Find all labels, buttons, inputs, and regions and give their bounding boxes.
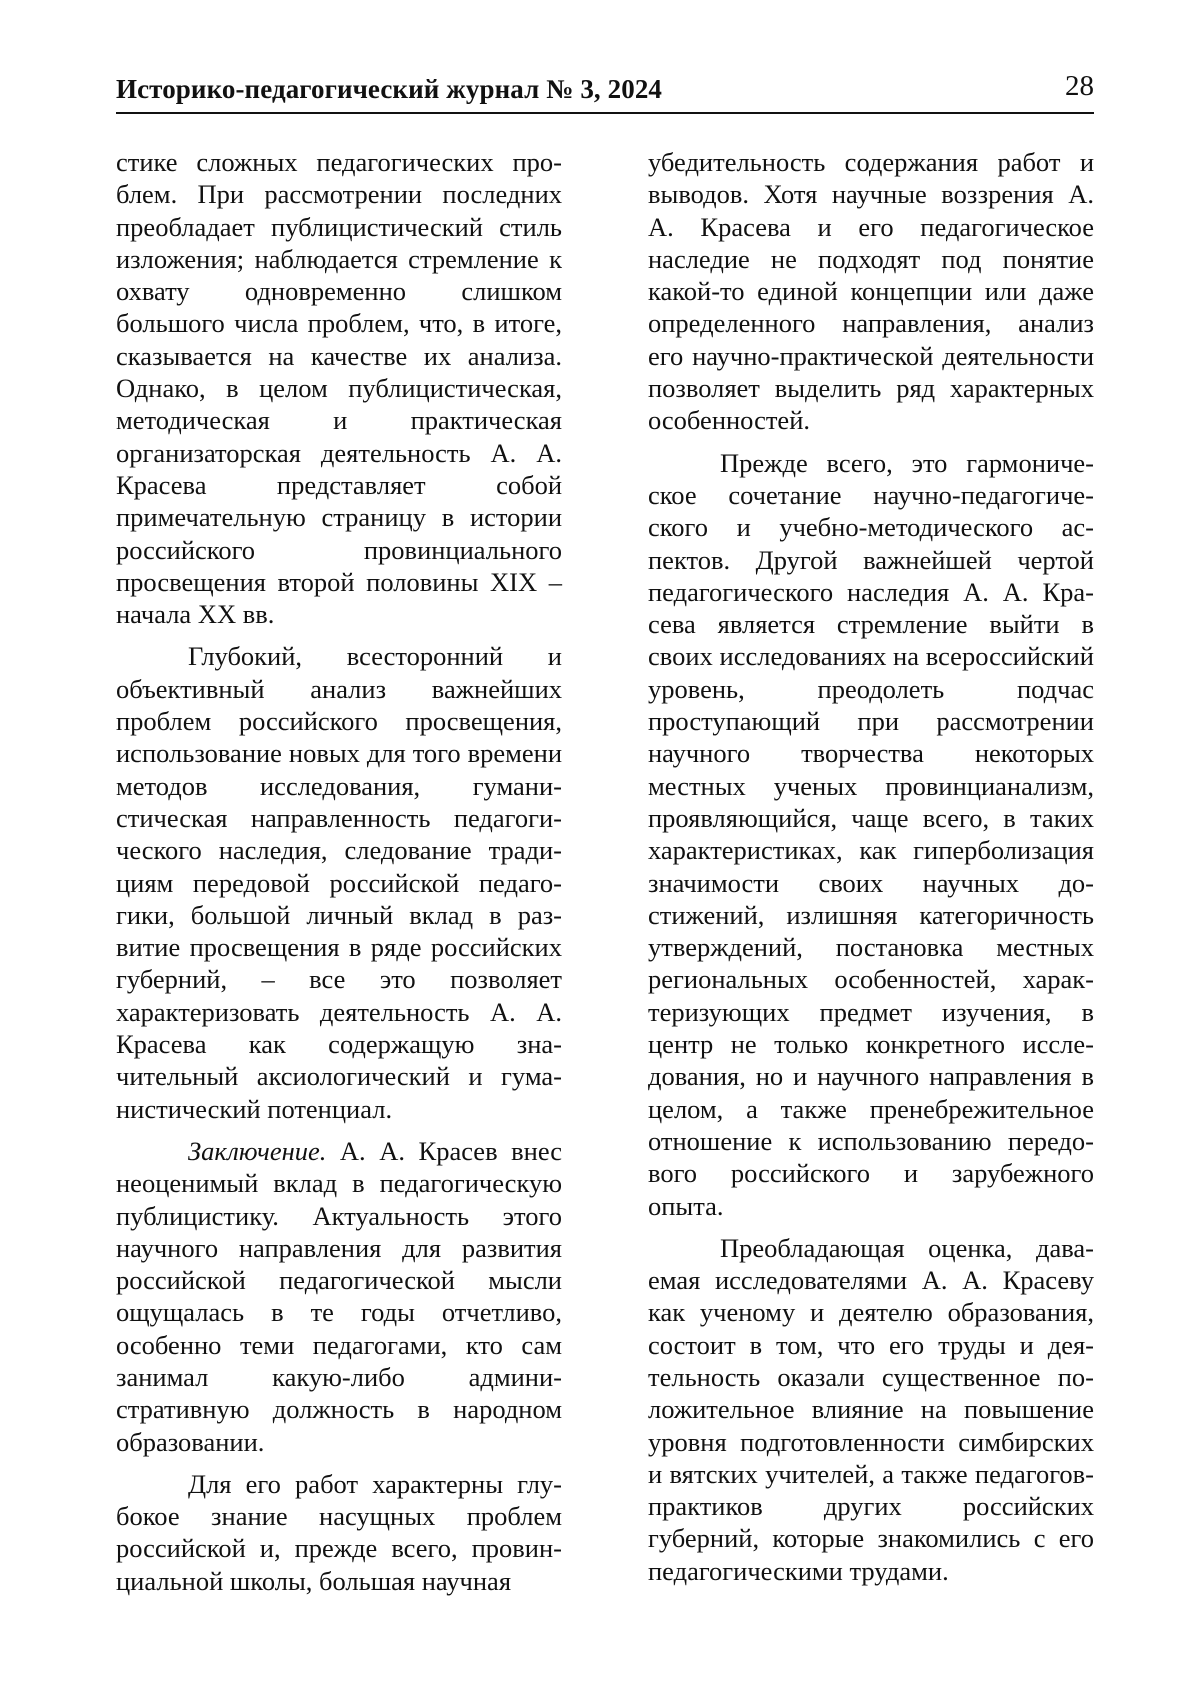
paragraph: Прежде всего, это гармоническое сочетание научно-педагогического и учебно-методического аспектов. Другой важнейшей чертой педагогического наследия А. А. Красева является стремление выйти в своих исследованиях на всероссийский уровень, преодолеть подчас проступающий при рассмотрении научного творчества некоторых местных ученых провинцианализм, проявляющийся, чаще всего, в таких характеристиках, как гиперболизация значимости своих научных достижений, излишняя категоричность утверждений, постановка местных региональных особенностей, характеризующих предмет изучения, в центр не только конкретного исследования, но и научного направления в целом, а также пренебрежительное отношение к использованию передового российского и зарубежного опыта. <box>648 447 1094 1221</box>
left-column <box>116 146 562 1607</box>
paragraph: убедительность содержания работ и выводов. Хотя научные воззрения А. А. Красева и его педагогическое наследие не подходят под понятие какой-то единой концепции или даже определенного направления, анализ его научно-практической деятельности позволяет выделить ряд характерных особенностей. <box>648 147 1094 436</box>
right-column <box>648 146 1094 1597</box>
conclusion-paragraph <box>116 1135 562 1458</box>
paragraph: стике сложных педагогических проблем. При рассмотрении последних преобладает публицистический стиль изложения; наблюдается стремление к охвату одновременно слишком большого числа проблем, что, в итоге, сказывается на качестве их анализа. Однако, в целом публицистическая, методическая и практическая организаторская деятельность А. А. Красева представляет собой примечательную страницу в истории российского провинциального просвещения второй половины XIX – начала XX вв. <box>116 147 562 630</box>
conclusion-text: А. А. Красев внес неоценимый вклад в педагогическую публицистику. Актуальность этого научного направления для развития российской педагогической мысли ощущалась в те годы отчетливо, особенно теми педагогами, кто сам занимал какую-либо административную должность в народном образовании. <box>116 1135 562 1457</box>
conclusion-lead: Заключение. <box>188 1135 327 1166</box>
paragraph: Глубокий, всесторонний и объективный анализ важнейших проблем российского просвещения, использование новых для того времени методов исследования, гуманистическая направленность педагогического наследия, следование традициям передовой российской педагогики, большой личный вклад в развитие просвещения в ряде российских губерний, – все это позволяет характеризовать деятельность А. А. Красева как содержащую значительный аксиологический и гуманистический потенциал. <box>116 641 562 1124</box>
paragraph: Преобладающая оценка, даваемая исследователями А. А. Красеву как ученому и деятелю образования, состоит в том, что его труды и деятельность оказали существенное положительное влияние на повышение уровня подготовленности симбирских и вятских учителей, а также педагогов-практиков других российских губерний, которые знакомились с его педагогическими трудами. <box>648 1232 1094 1586</box>
paragraph: Для его работ характерны глубокое знание насущных проблем российской и, прежде всего, провинциальной школы, большая научная <box>116 1468 562 1596</box>
journal-title: Историко-педагогический журнал № 3, 2024 <box>116 74 663 104</box>
page-number: 28 <box>1065 70 1094 102</box>
running-header <box>116 68 1094 114</box>
